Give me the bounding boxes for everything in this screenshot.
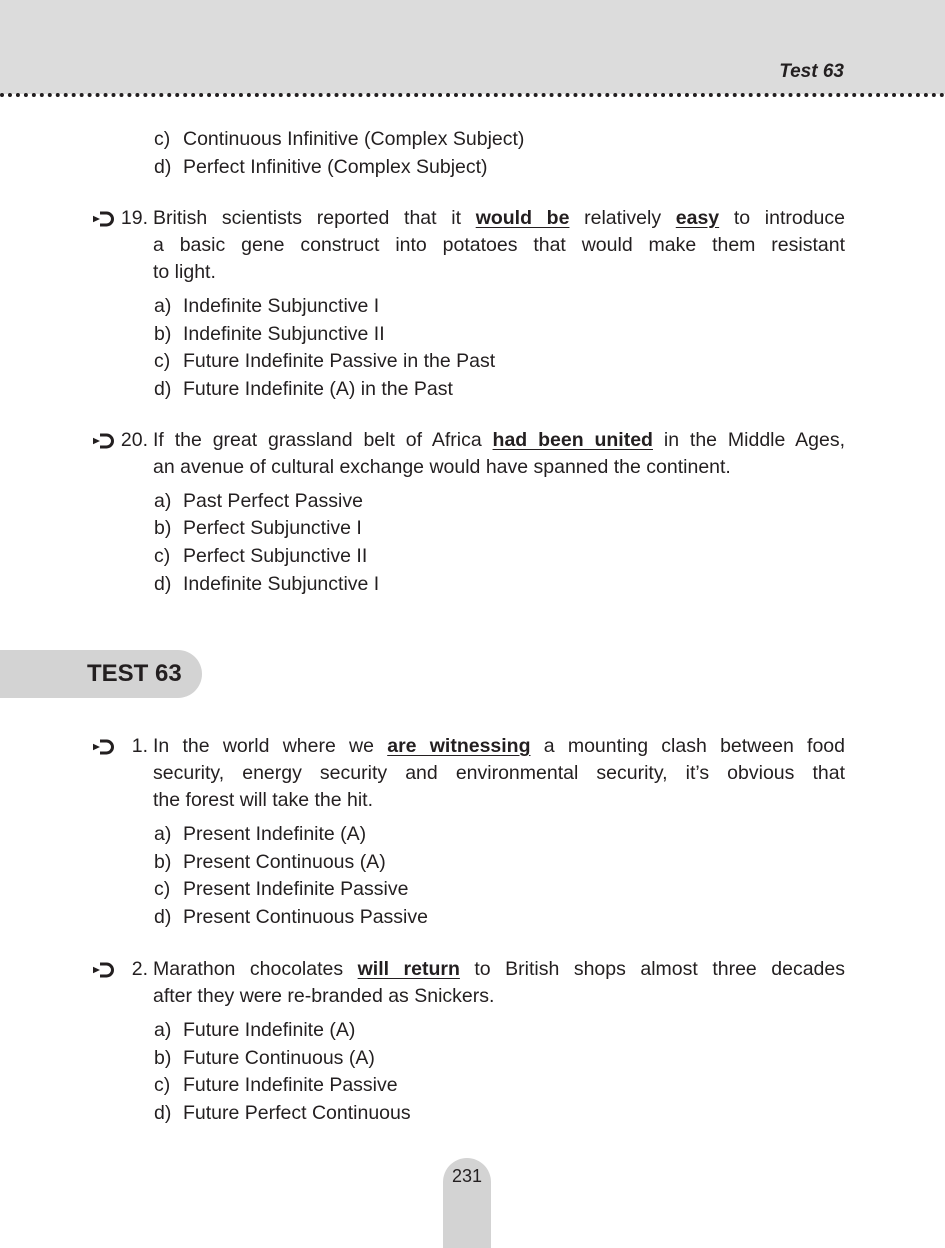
option-d: d) Future Perfect Continuous bbox=[154, 1102, 411, 1124]
highlighted-verb: are witnessing bbox=[387, 735, 531, 757]
section-title: TEST 63 bbox=[87, 660, 182, 687]
highlighted-word: easy bbox=[675, 207, 720, 229]
option-c: c) Continuous Infinitive (Complex Subject) bbox=[154, 128, 525, 150]
question-text-line: Marathon chocolates will return to British shops almost three decades bbox=[153, 958, 845, 980]
option-c: c) Perfect Subjunctive II bbox=[154, 545, 368, 567]
header-dotted-rule bbox=[0, 93, 945, 97]
question-number: 19. bbox=[120, 207, 148, 229]
option-a: a) Past Perfect Passive bbox=[154, 490, 363, 512]
question-text-line: after they were re-branded as Snickers. bbox=[153, 985, 495, 1007]
page-number-tab bbox=[443, 1158, 491, 1248]
option-b: b) Perfect Subjunctive I bbox=[154, 517, 362, 539]
question-text-line: In the world where we are witnessing a mounting clash between food bbox=[153, 735, 845, 757]
section-title-tab bbox=[0, 650, 202, 698]
question-text-line: an avenue of cultural exchange would have spanned the continent. bbox=[153, 456, 731, 478]
question-number: 20. bbox=[120, 429, 148, 451]
option-a: a) Future Indefinite (A) bbox=[154, 1019, 356, 1041]
option-c: c) Future Indefinite Passive bbox=[154, 1074, 398, 1096]
question-text-line: a basic gene construct into potatoes that would make them resistant bbox=[153, 234, 845, 256]
question-text-line: security, energy security and environmental security, it’s obvious that bbox=[153, 762, 845, 784]
option-a: a) Indefinite Subjunctive I bbox=[154, 295, 380, 317]
option-d: d) Present Continuous Passive bbox=[154, 906, 428, 928]
question-number: 1. bbox=[131, 735, 148, 757]
highlighted-verb: had been united bbox=[492, 429, 653, 451]
question-text-line: the forest will take the hit. bbox=[153, 789, 374, 811]
option-d: d) Future Indefinite (A) in the Past bbox=[154, 378, 453, 400]
option-d: d) Indefinite Subjunctive I bbox=[154, 573, 380, 595]
option-b: b) Present Continuous (A) bbox=[154, 851, 386, 873]
page-number: 231 bbox=[451, 1166, 483, 1186]
question-text-line: British scientists reported that it would be relatively easy to introduce bbox=[153, 207, 845, 229]
question-number: 2. bbox=[131, 958, 148, 980]
option-b: b) Future Continuous (A) bbox=[154, 1047, 375, 1069]
option-b: b) Indefinite Subjunctive II bbox=[154, 323, 385, 345]
option-a: a) Present Indefinite (A) bbox=[154, 823, 367, 845]
highlighted-verb: would be bbox=[475, 207, 570, 229]
running-header-title: Test 63 bbox=[779, 61, 844, 82]
option-c: c) Future Indefinite Passive in the Past bbox=[154, 350, 496, 372]
highlighted-verb: will return bbox=[357, 958, 460, 980]
question-text-line: If the great grassland belt of Africa had been united in the Middle Ages, bbox=[153, 429, 846, 451]
question-text-line: to light. bbox=[153, 261, 216, 283]
option-d: d) Perfect Infinitive (Complex Subject) bbox=[154, 156, 488, 178]
option-c: c) Present Indefinite Passive bbox=[154, 878, 409, 900]
